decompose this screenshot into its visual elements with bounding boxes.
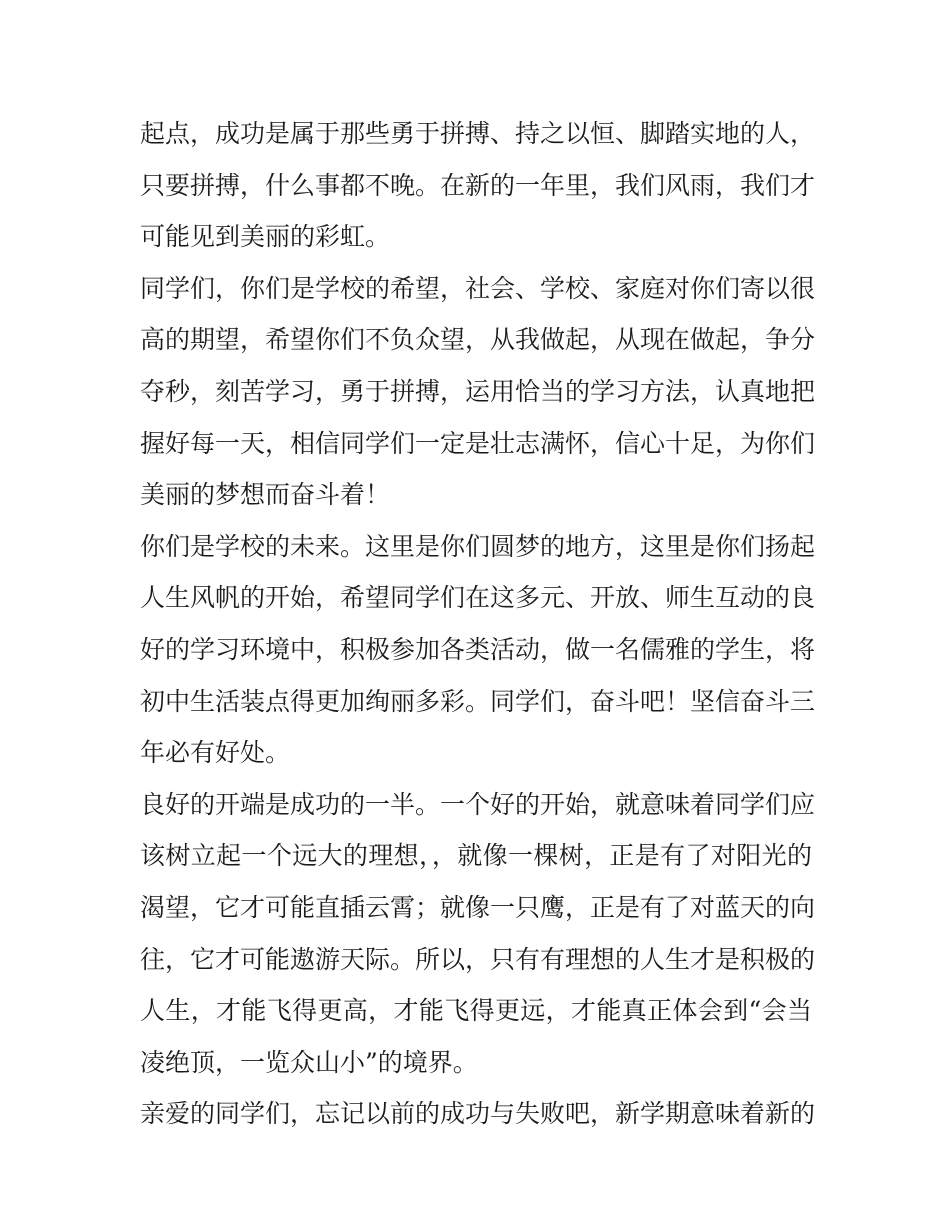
text-line: 往，它才可能遨游天际。所以，只有有理想的人生才是积极的: [140, 944, 816, 974]
paragraph-4: [140, 779, 816, 1089]
text-line: 凌绝顶，一览众山小”的境界。: [140, 1047, 478, 1077]
text-line: 夺秒，刻苦学习，勇于拼搏，运用恰当的学习方法，认真地把: [140, 376, 816, 406]
text-line: 年必有好处。: [140, 738, 291, 768]
text-line: 人生，才能飞得更高，才能飞得更远，才能真正体会到“会当: [140, 996, 812, 1026]
paragraph-5: [140, 1088, 816, 1140]
text-line: 良好的开端是成功的一半。一个好的开始，就意味着同学们应: [140, 789, 816, 819]
text-line: 可能见到美丽的彩虹。: [140, 222, 391, 252]
text-line: 初中生活装点得更加绚丽多彩。同学们，奋斗吧！坚信奋斗三: [140, 686, 816, 716]
text-line: 起点，成功是属于那些勇于拼搏、持之以恒、脚踏实地的人，: [140, 119, 816, 148]
text-line: 同学们，你们是学校的希望，社会、学校、家庭对你们寄以很: [140, 273, 816, 303]
paragraph-3: [140, 521, 816, 779]
text-line: 渴望，它才可能直插云霄；就像一只鹰，正是有了对蓝天的向: [140, 892, 816, 922]
text-line: 好的学习环境中，积极参加各类活动，做一名儒雅的学生，将: [140, 634, 816, 664]
paragraph-1: [140, 108, 816, 263]
text-line: 你们是学校的未来。这里是你们圆梦的地方，这里是你们扬起: [140, 531, 816, 561]
text-line: 只要拼搏，什么事都不晚。在新的一年里，我们风雨，我们才: [140, 170, 816, 200]
text-line: 美丽的梦想而奋斗着！: [140, 480, 391, 510]
paragraph-2: [140, 263, 816, 521]
text-line: 亲爱的同学们，忘记以前的成功与失败吧，新学期意味着新的: [140, 1099, 816, 1129]
document-body: [140, 108, 816, 1140]
text-line: 该树立起一个远大的理想，，就像一棵树，正是有了对阳光的: [140, 841, 812, 871]
text-line: 高的期望，希望你们不负众望，从我做起，从现在做起，争分: [140, 325, 816, 355]
text-line: 握好每一天，相信同学们一定是壮志满怀，信心十足，为你们: [140, 428, 816, 458]
text-line: 人生风帆的开始，希望同学们在这多元、开放、师生互动的良: [140, 583, 816, 613]
